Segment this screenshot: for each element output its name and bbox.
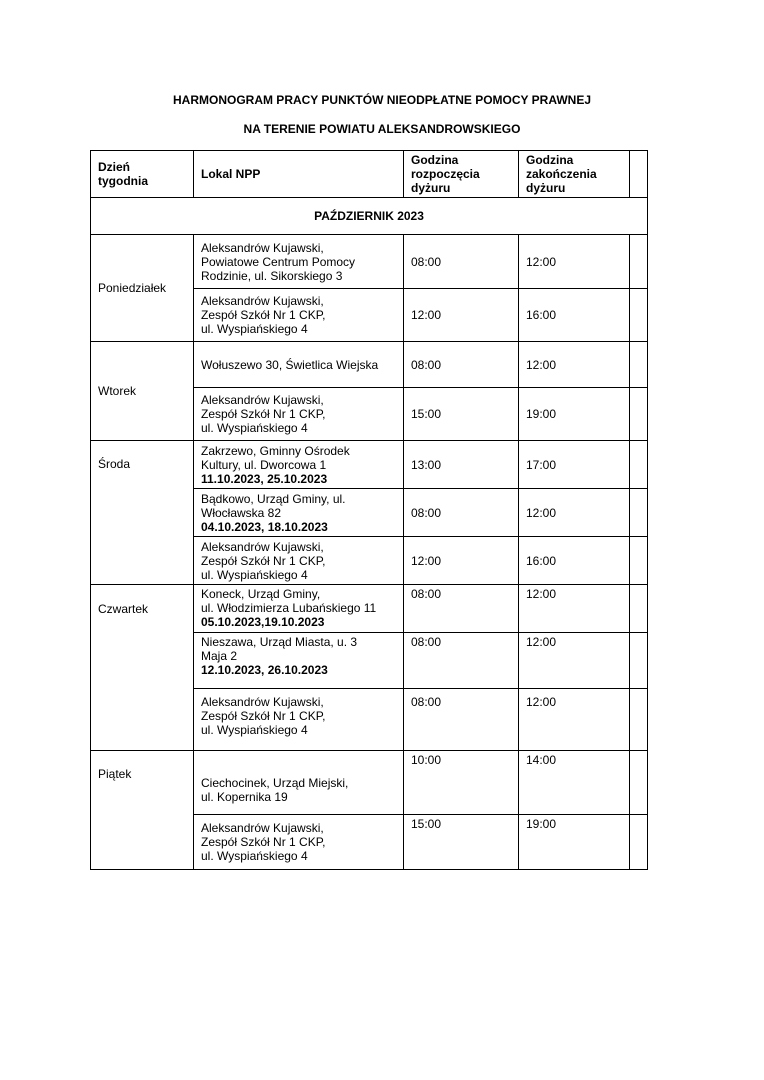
empty-cell xyxy=(630,342,648,388)
empty-cell xyxy=(630,388,648,441)
location-cell: Wołuszewo 30, Świetlica Wiejska xyxy=(194,342,404,388)
day-cell-monday: Poniedziałek xyxy=(91,235,194,342)
end-time-cell: 19:00 xyxy=(519,815,630,870)
location-cell: Aleksandrów Kujawski, Zespół Szkół Nr 1 CKP, ul. Wyspiańskiego 4 xyxy=(194,537,404,585)
schedule-table xyxy=(90,150,648,870)
month-row xyxy=(91,198,648,235)
start-time-cell: 12:00 xyxy=(404,289,519,342)
table-row xyxy=(91,585,648,633)
header-end-time: Godzina zakończenia dyżuru xyxy=(519,151,630,198)
start-time-cell: 08:00 xyxy=(404,342,519,388)
empty-cell xyxy=(630,289,648,342)
start-time-cell: 08:00 xyxy=(404,489,519,537)
table-row xyxy=(91,342,648,388)
end-time-cell: 12:00 xyxy=(519,585,630,633)
end-time-cell: 12:00 xyxy=(519,689,630,751)
day-cell-thursday: Czwartek xyxy=(91,585,194,751)
table-row xyxy=(91,441,648,489)
location-cell: Aleksandrów Kujawski, Zespół Szkół Nr 1 CKP, ul. Wyspiańskiego 4 xyxy=(194,815,404,870)
location-cell: Koneck, Urząd Gminy, ul. Włodzimierza Lubańskiego 11 05.10.2023,19.10.2023 xyxy=(194,585,404,633)
end-time-cell: 14:00 xyxy=(519,751,630,815)
location-cell: Aleksandrów Kujawski, Zespół Szkół Nr 1 CKP, ul. Wyspiańskiego 4 xyxy=(194,388,404,441)
end-time-cell: 16:00 xyxy=(519,537,630,585)
empty-cell xyxy=(630,537,648,585)
location-cell: Aleksandrów Kujawski, Zespół Szkół Nr 1 CKP, ul. Wyspiańskiego 4 xyxy=(194,689,404,751)
start-time-cell: 13:00 xyxy=(404,441,519,489)
location-cell: Aleksandrów Kujawski, Powiatowe Centrum Pomocy Rodzinie, ul. Sikorskiego 3 xyxy=(194,235,404,289)
end-time-cell: 12:00 xyxy=(519,235,630,289)
start-time-cell: 08:00 xyxy=(404,585,519,633)
end-time-cell: 19:00 xyxy=(519,388,630,441)
start-time-cell: 08:00 xyxy=(404,689,519,751)
start-time-cell: 15:00 xyxy=(404,815,519,870)
table-row xyxy=(91,235,648,289)
empty-cell xyxy=(630,441,648,489)
day-cell-tuesday: Wtorek xyxy=(91,342,194,441)
month-label: PAŹDZIERNIK 2023 xyxy=(91,198,648,235)
empty-cell xyxy=(630,815,648,870)
location-cell: Aleksandrów Kujawski, Zespół Szkół Nr 1 CKP, ul. Wyspiańskiego 4 xyxy=(194,289,404,342)
table-row xyxy=(91,751,648,815)
location-cell: Nieszawa, Urząd Miasta, u. 3 Maja 2 12.10.2023, 26.10.2023 xyxy=(194,633,404,689)
document-subtitle: NA TERENIE POWIATU ALEKSANDROWSKIEGO xyxy=(243,122,521,136)
end-time-cell: 16:00 xyxy=(519,289,630,342)
end-time-cell: 17:00 xyxy=(519,441,630,489)
location-cell: Zakrzewo, Gminny Ośrodek Kultury, ul. Dworcowa 1 11.10.2023, 25.10.2023 xyxy=(194,441,404,489)
end-time-cell: 12:00 xyxy=(519,489,630,537)
start-time-cell: 15:00 xyxy=(404,388,519,441)
end-time-cell: 12:00 xyxy=(519,633,630,689)
start-time-cell: 08:00 xyxy=(404,235,519,289)
start-time-cell: 08:00 xyxy=(404,633,519,689)
day-cell-friday: Piątek xyxy=(91,751,194,870)
document-title: HARMONOGRAM PRACY PUNKTÓW NIEODPŁATNE POMOCY PRAWNEJ xyxy=(172,93,592,107)
location-cell: Ciechocinek, Urząd Miejski, ul. Kopernika 19 xyxy=(194,751,404,815)
empty-cell xyxy=(630,689,648,751)
empty-cell xyxy=(630,585,648,633)
header-start-time: Godzina rozpoczęcia dyżuru xyxy=(404,151,519,198)
header-row xyxy=(91,151,648,198)
header-empty xyxy=(630,151,648,198)
header-location: Lokal NPP xyxy=(194,151,404,198)
empty-cell xyxy=(630,751,648,815)
empty-cell xyxy=(630,633,648,689)
end-time-cell: 12:00 xyxy=(519,342,630,388)
start-time-cell: 10:00 xyxy=(404,751,519,815)
start-time-cell: 12:00 xyxy=(404,537,519,585)
header-day: Dzień tygodnia xyxy=(91,151,194,198)
location-cell: Bądkowo, Urząd Gminy, ul. Włocławska 82 04.10.2023, 18.10.2023 xyxy=(194,489,404,537)
empty-cell xyxy=(630,235,648,289)
day-cell-wednesday: Środa xyxy=(91,441,194,585)
empty-cell xyxy=(630,489,648,537)
